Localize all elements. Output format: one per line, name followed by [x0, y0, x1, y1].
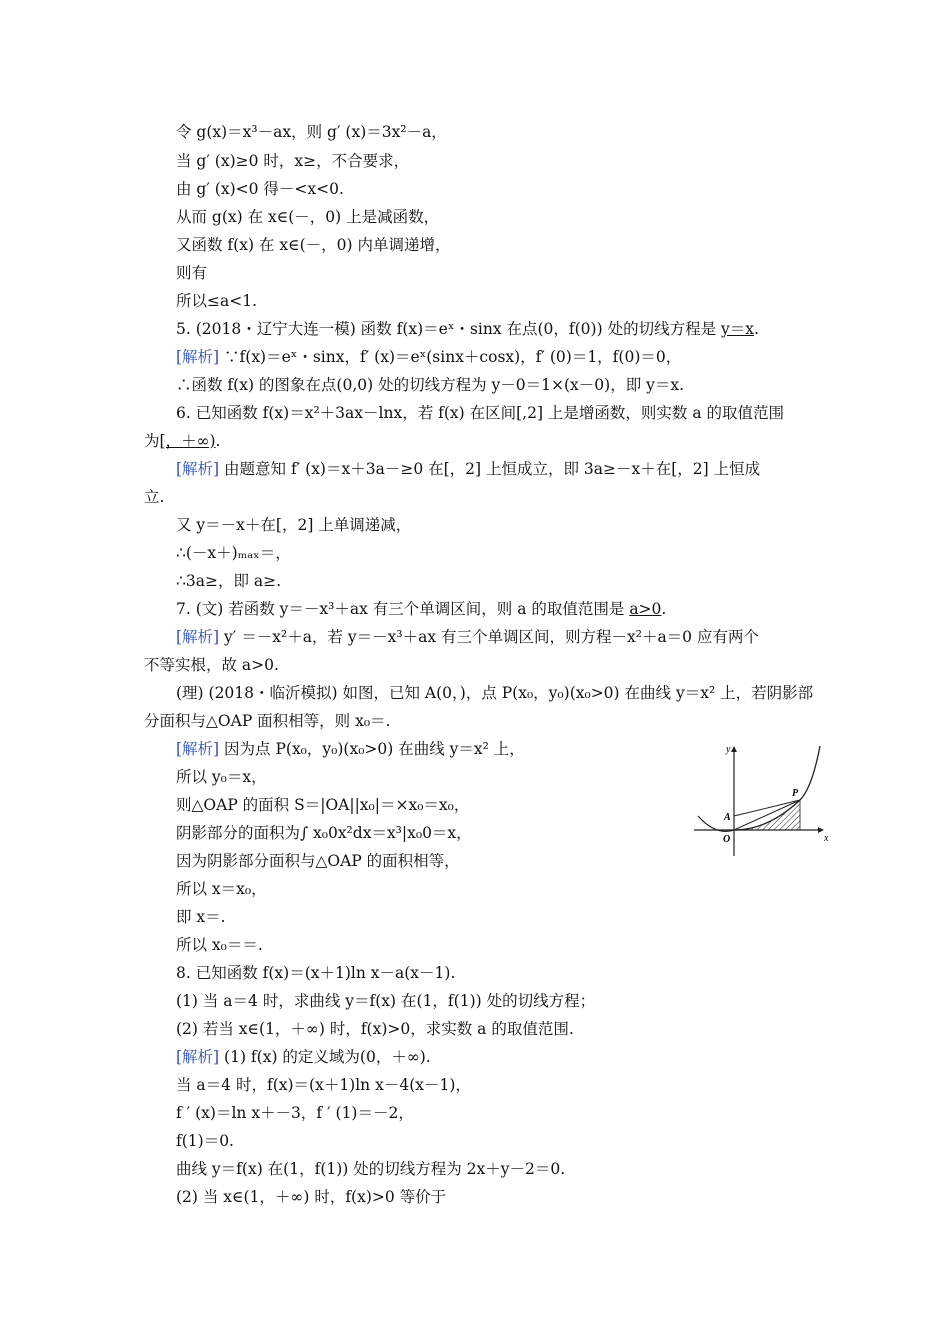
text-line: 为[，＋∞). [144, 432, 221, 450]
text-line: 所以 x₀＝＝. [176, 936, 263, 954]
solution-8: [解析] (1) f(x) 的定义域为(0，＋∞). [176, 1048, 431, 1066]
question-8: 8. 已知函数 f(x)＝(x＋1)ln x－a(x－1). [176, 964, 456, 982]
question-7-li: (理) (2018・临沂模拟) 如图，已知 A(0，)，点 P(x₀，y₀)(x₀>0) 在曲线 y＝x² 上，若阴影部 [176, 684, 814, 702]
text-line: 所以≤a<1. [176, 292, 258, 310]
text-line: f ′ (x)＝ln x＋－3，f ′ (1)＝－2， [176, 1104, 414, 1122]
text-line: ∴(－x＋)ₘₐₓ＝， [176, 544, 291, 562]
analysis-tag: [解析] [176, 740, 220, 758]
text-line: 不等实根，故 a>0. [144, 656, 279, 674]
solution-7-li: [解析] 因为点 P(x₀，y₀)(x₀>0) 在曲线 y＝x² 上， [176, 740, 525, 758]
text-line: (2) 若当 x∈(1，＋∞) 时，f(x)>0，求实数 a 的取值范围. [176, 1020, 574, 1038]
label-p: P [792, 788, 799, 799]
label-y: y [726, 744, 731, 755]
text-line: 分面积与△OAP 面积相等，则 x₀＝. [144, 712, 391, 730]
text-line: 令 g(x)＝x³－ax，则 g′ (x)＝3x²－a， [176, 123, 447, 141]
analysis-tag: [解析] [176, 1048, 220, 1066]
text-line: 又 y＝－x＋在[，2] 上单调递减， [176, 516, 412, 534]
text-line: 则有 [176, 264, 208, 282]
text-line: 曲线 y＝f(x) 在(1，f(1)) 处的切线方程为 2x＋y－2＝0. [176, 1160, 566, 1178]
answer-7: a>0 [629, 600, 662, 618]
text-line: 当 g′ (x)≥0 时，x≥，不合要求， [176, 152, 410, 170]
text-line: 由 g′ (x)<0 得－<x<0. [176, 180, 344, 198]
text-line: 因为阴影部分面积与△OAP 的面积相等， [176, 852, 460, 870]
label-a: A [724, 812, 731, 823]
answer-5: y＝x [721, 320, 754, 338]
question-5: 5. (2018・辽宁大连一模) 函数 f(x)＝eˣ・sinx 在点(0，f(0)) 处的切线方程是 y＝x. [176, 320, 759, 338]
text-line: (1) 当 a＝4 时，求曲线 y＝f(x) 在(1，f(1)) 处的切线方程； [176, 992, 596, 1010]
text-line: (2) 当 x∈(1，＋∞) 时，f(x)>0 等价于 [176, 1188, 447, 1206]
text-line: ∴函数 f(x) 的图象在点(0,0) 处的切线方程为 y－0＝1×(x－0)，即 y＝x. [176, 376, 685, 394]
text-line: 从而 g(x) 在 x∈(－，0) 上是减函数， [176, 208, 440, 226]
solution-5: [解析] ∵f(x)＝eˣ・sinx，f′ (x)＝eˣ(sinx＋cosx)，f′ (0)＝1，f(0)＝0， [176, 348, 682, 366]
text-line: ∴3a≥，即 a≥. [176, 572, 282, 590]
text-line: 所以 y₀＝x， [176, 768, 267, 786]
text-line: 即 x＝. [176, 908, 226, 926]
answer-6: [，＋∞) [159, 432, 216, 450]
text-line: 则△OAP 的面积 S＝|OA||x₀|＝×x₀＝x₀， [176, 796, 470, 814]
text-line: 立. [144, 488, 165, 506]
text-line: 所以 x＝x₀， [176, 880, 267, 898]
label-x: x [824, 833, 829, 844]
text-line: 当 a＝4 时，f(x)＝(x＋1)ln x－4(x－1)， [176, 1076, 471, 1094]
y-axis-arrow [731, 746, 737, 752]
text-line: 又函数 f(x) 在 x∈(－，0) 内单调递增， [176, 236, 451, 254]
analysis-tag: [解析] [176, 348, 220, 366]
text-line: f(1)＝0. [176, 1132, 234, 1150]
question-7: 7. (文) 若函数 y＝－x³＋ax 有三个单调区间，则 a 的取值范围是 a>0. [176, 600, 667, 618]
analysis-tag: [解析] [176, 460, 220, 478]
parabola-figure [690, 738, 840, 858]
label-o: O [723, 834, 731, 845]
question-6: 6. 已知函数 f(x)＝x²＋3ax－lnx，若 f(x) 在区间[,2] 上是增函数，则实数 a 的取值范围 [176, 404, 785, 422]
text-line: 阴影部分的面积为∫ x₀0x²dx＝x³|x₀0＝x， [176, 824, 472, 842]
solution-7: [解析] y′ ＝－x²＋a，若 y＝－x³＋ax 有三个单调区间，则方程－x²＋a＝0 应有两个 [176, 628, 759, 646]
analysis-tag: [解析] [176, 628, 220, 646]
solution-6: [解析] 由题意知 f′ (x)＝x＋3a－≥0 在[，2] 上恒成立，即 3a≥－x＋在[，2] 上恒成 [176, 460, 761, 478]
